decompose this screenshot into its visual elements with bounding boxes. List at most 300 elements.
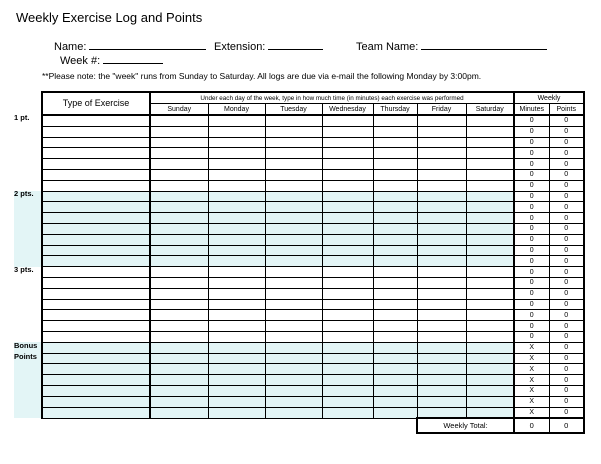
minutes-entry-cell[interactable] xyxy=(417,407,466,418)
weekly-points-cell: 0 xyxy=(549,331,584,342)
exercise-type-cell[interactable] xyxy=(42,375,150,386)
minutes-entry-cell[interactable] xyxy=(150,331,208,342)
minutes-entry-cell[interactable] xyxy=(208,180,265,191)
day-header-saturday: Saturday xyxy=(466,104,514,116)
weekly-minutes-cell: 0 xyxy=(514,299,549,310)
minutes-entry-cell[interactable] xyxy=(417,245,466,256)
minutes-entry-cell[interactable] xyxy=(208,277,265,288)
table-row xyxy=(42,267,584,278)
minutes-entry-cell[interactable] xyxy=(150,234,208,245)
table-row xyxy=(42,115,584,126)
minutes-entry-cell[interactable] xyxy=(322,331,373,342)
exercise-type-cell[interactable] xyxy=(42,331,150,342)
table-row xyxy=(42,321,584,332)
type-of-exercise-header: Type of Exercise xyxy=(42,92,150,115)
minutes-entry-cell[interactable] xyxy=(208,364,265,375)
instruction-header: Under each day of the week, type in how much time (in minutes) each exercise was performed xyxy=(150,92,514,104)
exercise-type-cell[interactable] xyxy=(42,159,150,170)
weekly-points-cell: 0 xyxy=(549,180,584,191)
minutes-entry-cell[interactable] xyxy=(466,256,514,267)
minutes-entry-cell[interactable] xyxy=(322,223,373,234)
minutes-entry-cell[interactable] xyxy=(417,267,466,278)
minutes-entry-cell[interactable] xyxy=(150,375,208,386)
minutes-entry-cell[interactable] xyxy=(466,385,514,396)
table-row xyxy=(42,202,584,213)
minutes-entry-cell[interactable] xyxy=(208,375,265,386)
week-field[interactable] xyxy=(103,52,163,64)
minutes-entry-cell[interactable] xyxy=(150,310,208,321)
minutes-entry-cell[interactable] xyxy=(417,115,466,126)
weekly-minutes-cell: 0 xyxy=(514,202,549,213)
minutes-entry-cell[interactable] xyxy=(150,223,208,234)
minutes-entry-cell[interactable] xyxy=(322,385,373,396)
minutes-entry-cell[interactable] xyxy=(417,321,466,332)
minutes-entry-cell[interactable] xyxy=(265,396,322,407)
minutes-entry-cell[interactable] xyxy=(208,288,265,299)
minutes-entry-cell[interactable] xyxy=(265,342,322,353)
minutes-entry-cell[interactable] xyxy=(150,115,208,126)
minutes-entry-cell[interactable] xyxy=(417,137,466,148)
minutes-entry-cell[interactable] xyxy=(373,310,417,321)
minutes-entry-cell[interactable] xyxy=(417,169,466,180)
minutes-entry-cell[interactable] xyxy=(265,148,322,159)
exercise-type-cell[interactable] xyxy=(42,310,150,321)
minutes-entry-cell[interactable] xyxy=(208,213,265,224)
minutes-entry-cell[interactable] xyxy=(150,159,208,170)
minutes-entry-cell[interactable] xyxy=(265,385,322,396)
minutes-entry-cell[interactable] xyxy=(150,148,208,159)
table-row xyxy=(42,288,584,299)
extension-field[interactable] xyxy=(268,38,323,50)
minutes-entry-cell[interactable] xyxy=(373,245,417,256)
weekly-total-label: Weekly Total: xyxy=(417,418,514,433)
minutes-entry-cell[interactable] xyxy=(208,299,265,310)
minutes-entry-cell[interactable] xyxy=(322,375,373,386)
minutes-entry-cell[interactable] xyxy=(208,407,265,418)
minutes-entry-cell[interactable] xyxy=(417,191,466,202)
minutes-entry-cell[interactable] xyxy=(265,267,322,278)
minutes-entry-cell[interactable] xyxy=(208,396,265,407)
minutes-entry-cell[interactable] xyxy=(466,342,514,353)
minutes-entry-cell[interactable] xyxy=(208,137,265,148)
minutes-entry-cell[interactable] xyxy=(322,191,373,202)
minutes-entry-cell[interactable] xyxy=(208,245,265,256)
minutes-entry-cell[interactable] xyxy=(466,213,514,224)
minutes-entry-cell[interactable] xyxy=(265,288,322,299)
weekly-points-cell: 0 xyxy=(549,396,584,407)
table-row xyxy=(42,310,584,321)
minutes-entry-cell[interactable] xyxy=(265,126,322,137)
minutes-entry-cell[interactable] xyxy=(208,234,265,245)
minutes-entry-cell[interactable] xyxy=(466,115,514,126)
table-row xyxy=(42,331,584,342)
minutes-entry-cell[interactable] xyxy=(373,115,417,126)
minutes-entry-cell[interactable] xyxy=(265,256,322,267)
minutes-entry-cell[interactable] xyxy=(466,267,514,278)
minutes-entry-cell[interactable] xyxy=(417,299,466,310)
minutes-entry-cell[interactable] xyxy=(322,256,373,267)
week-label: Week #: xyxy=(60,55,101,67)
weekly-minutes-cell: X xyxy=(514,353,549,364)
table-row xyxy=(42,385,584,396)
minutes-entry-cell[interactable] xyxy=(265,299,322,310)
minutes-entry-cell[interactable] xyxy=(265,375,322,386)
minutes-entry-cell[interactable] xyxy=(208,385,265,396)
minutes-entry-cell[interactable] xyxy=(208,169,265,180)
weekly-minutes-cell: 0 xyxy=(514,213,549,224)
weekly-total-points: 0 xyxy=(549,418,584,433)
minutes-entry-cell[interactable] xyxy=(373,137,417,148)
minutes-entry-cell[interactable] xyxy=(373,256,417,267)
minutes-entry-cell[interactable] xyxy=(208,310,265,321)
table-row xyxy=(42,180,584,191)
minutes-entry-cell[interactable] xyxy=(373,299,417,310)
minutes-entry-cell[interactable] xyxy=(150,277,208,288)
minutes-entry-cell[interactable] xyxy=(150,288,208,299)
minutes-entry-cell[interactable] xyxy=(322,364,373,375)
minutes-entry-cell[interactable] xyxy=(417,396,466,407)
extension-label: Extension: xyxy=(214,41,266,53)
minutes-entry-cell[interactable] xyxy=(150,256,208,267)
exercise-type-cell[interactable] xyxy=(42,115,150,126)
weekly-minutes-cell: 0 xyxy=(514,148,549,159)
minutes-entry-cell[interactable] xyxy=(373,159,417,170)
minutes-entry-cell[interactable] xyxy=(466,299,514,310)
weekly-minutes-cell: X xyxy=(514,342,549,353)
minutes-entry-cell[interactable] xyxy=(265,115,322,126)
minutes-entry-cell[interactable] xyxy=(150,169,208,180)
minutes-entry-cell[interactable] xyxy=(322,159,373,170)
minutes-entry-cell[interactable] xyxy=(417,234,466,245)
weekly-points-cell: 0 xyxy=(549,159,584,170)
minutes-entry-cell[interactable] xyxy=(265,137,322,148)
table-row xyxy=(42,353,584,364)
weekly-minutes-cell: 0 xyxy=(514,126,549,137)
exercise-type-cell[interactable] xyxy=(42,126,150,137)
minutes-entry-cell[interactable] xyxy=(417,385,466,396)
exercise-type-cell[interactable] xyxy=(42,180,150,191)
section-label-line: Points xyxy=(14,352,37,362)
minutes-entry-cell[interactable] xyxy=(265,234,322,245)
exercise-type-cell[interactable] xyxy=(42,277,150,288)
table-row xyxy=(42,234,584,245)
minutes-entry-cell[interactable] xyxy=(466,277,514,288)
section-label: 3 pts. xyxy=(14,264,34,274)
exercise-type-cell[interactable] xyxy=(42,245,150,256)
exercise-type-cell[interactable] xyxy=(42,223,150,234)
minutes-entry-cell[interactable] xyxy=(373,180,417,191)
minutes-entry-cell[interactable] xyxy=(265,331,322,342)
minutes-entry-cell[interactable] xyxy=(150,202,208,213)
minutes-entry-cell[interactable] xyxy=(322,267,373,278)
exercise-type-cell[interactable] xyxy=(42,407,150,418)
minutes-entry-cell[interactable] xyxy=(373,385,417,396)
minutes-entry-cell[interactable] xyxy=(373,234,417,245)
minutes-entry-cell[interactable] xyxy=(466,191,514,202)
table-row xyxy=(42,299,584,310)
minutes-entry-cell[interactable] xyxy=(322,396,373,407)
minutes-entry-cell[interactable] xyxy=(265,180,322,191)
table-row xyxy=(42,364,584,375)
minutes-entry-cell[interactable] xyxy=(417,288,466,299)
weekly-minutes-cell: 0 xyxy=(514,310,549,321)
exercise-log-table xyxy=(41,91,585,434)
exercise-type-cell[interactable] xyxy=(42,234,150,245)
weekly-minutes-cell: 0 xyxy=(514,267,549,278)
exercise-type-cell[interactable] xyxy=(42,396,150,407)
minutes-header: Minutes xyxy=(514,104,549,116)
minutes-entry-cell[interactable] xyxy=(417,180,466,191)
minutes-entry-cell[interactable] xyxy=(208,202,265,213)
minutes-entry-cell[interactable] xyxy=(466,375,514,386)
table-row xyxy=(42,191,584,202)
minutes-entry-cell[interactable] xyxy=(322,321,373,332)
exercise-type-cell[interactable] xyxy=(42,299,150,310)
minutes-entry-cell[interactable] xyxy=(208,256,265,267)
minutes-entry-cell[interactable] xyxy=(466,288,514,299)
minutes-entry-cell[interactable] xyxy=(373,353,417,364)
minutes-entry-cell[interactable] xyxy=(466,126,514,137)
minutes-entry-cell[interactable] xyxy=(466,180,514,191)
exercise-type-cell[interactable] xyxy=(42,137,150,148)
minutes-entry-cell[interactable] xyxy=(417,342,466,353)
minutes-entry-cell[interactable] xyxy=(265,202,322,213)
minutes-entry-cell[interactable] xyxy=(373,407,417,418)
weekly-points-cell: 0 xyxy=(549,288,584,299)
exercise-type-cell[interactable] xyxy=(42,385,150,396)
minutes-entry-cell[interactable] xyxy=(150,385,208,396)
exercise-type-cell[interactable] xyxy=(42,169,150,180)
weekly-minutes-cell: X xyxy=(514,385,549,396)
minutes-entry-cell[interactable] xyxy=(150,180,208,191)
weekly-minutes-cell: 0 xyxy=(514,223,549,234)
weekly-minutes-cell: 0 xyxy=(514,169,549,180)
minutes-entry-cell[interactable] xyxy=(208,321,265,332)
minutes-entry-cell[interactable] xyxy=(208,223,265,234)
page-title: Weekly Exercise Log and Points xyxy=(16,10,203,25)
minutes-entry-cell[interactable] xyxy=(150,342,208,353)
minutes-entry-cell[interactable] xyxy=(373,342,417,353)
minutes-entry-cell[interactable] xyxy=(322,342,373,353)
weekly-minutes-cell: X xyxy=(514,364,549,375)
minutes-entry-cell[interactable] xyxy=(265,159,322,170)
weekly-points-cell: 0 xyxy=(549,148,584,159)
exercise-type-cell[interactable] xyxy=(42,191,150,202)
table-row xyxy=(42,407,584,418)
minutes-entry-cell[interactable] xyxy=(322,169,373,180)
minutes-entry-cell[interactable] xyxy=(150,364,208,375)
minutes-entry-cell[interactable] xyxy=(466,148,514,159)
minutes-entry-cell[interactable] xyxy=(466,310,514,321)
minutes-entry-cell[interactable] xyxy=(466,364,514,375)
minutes-entry-cell[interactable] xyxy=(417,256,466,267)
minutes-entry-cell[interactable] xyxy=(417,223,466,234)
minutes-entry-cell[interactable] xyxy=(208,159,265,170)
minutes-entry-cell[interactable] xyxy=(466,396,514,407)
minutes-entry-cell[interactable] xyxy=(373,169,417,180)
minutes-entry-cell[interactable] xyxy=(150,245,208,256)
exercise-type-cell[interactable] xyxy=(42,321,150,332)
minutes-entry-cell[interactable] xyxy=(373,331,417,342)
minutes-entry-cell[interactable] xyxy=(373,396,417,407)
day-header-friday: Friday xyxy=(417,104,466,116)
weekly-points-cell: 0 xyxy=(549,375,584,386)
team-field[interactable] xyxy=(421,38,547,50)
minutes-entry-cell[interactable] xyxy=(417,159,466,170)
minutes-entry-cell[interactable] xyxy=(208,267,265,278)
weekly-minutes-cell: 0 xyxy=(514,245,549,256)
minutes-entry-cell[interactable] xyxy=(265,169,322,180)
section-tint-band xyxy=(14,191,41,267)
weekly-points-cell: 0 xyxy=(549,385,584,396)
weekly-minutes-cell: 0 xyxy=(514,321,549,332)
minutes-entry-cell[interactable] xyxy=(150,321,208,332)
minutes-entry-cell[interactable] xyxy=(150,396,208,407)
minutes-entry-cell[interactable] xyxy=(322,202,373,213)
minutes-entry-cell[interactable] xyxy=(265,310,322,321)
minutes-entry-cell[interactable] xyxy=(466,159,514,170)
minutes-entry-cell[interactable] xyxy=(208,126,265,137)
minutes-entry-cell[interactable] xyxy=(150,353,208,364)
minutes-entry-cell[interactable] xyxy=(373,191,417,202)
weekly-minutes-cell: 0 xyxy=(514,180,549,191)
minutes-entry-cell[interactable] xyxy=(373,148,417,159)
minutes-entry-cell[interactable] xyxy=(322,148,373,159)
minutes-entry-cell[interactable] xyxy=(150,126,208,137)
minutes-entry-cell[interactable] xyxy=(417,375,466,386)
exercise-type-cell[interactable] xyxy=(42,148,150,159)
table-row xyxy=(42,137,584,148)
minutes-entry-cell[interactable] xyxy=(322,245,373,256)
minutes-entry-cell[interactable] xyxy=(208,115,265,126)
minutes-entry-cell[interactable] xyxy=(466,331,514,342)
minutes-entry-cell[interactable] xyxy=(417,331,466,342)
minutes-entry-cell[interactable] xyxy=(150,267,208,278)
minutes-entry-cell[interactable] xyxy=(373,375,417,386)
weekly-total-row xyxy=(42,418,584,433)
minutes-entry-cell[interactable] xyxy=(322,310,373,321)
minutes-entry-cell[interactable] xyxy=(373,267,417,278)
weekly-minutes-cell: 0 xyxy=(514,288,549,299)
exercise-type-cell[interactable] xyxy=(42,256,150,267)
weekly-total-minutes: 0 xyxy=(514,418,549,433)
minutes-entry-cell[interactable] xyxy=(322,213,373,224)
minutes-entry-cell[interactable] xyxy=(466,353,514,364)
minutes-entry-cell[interactable] xyxy=(265,191,322,202)
minutes-entry-cell[interactable] xyxy=(466,202,514,213)
minutes-entry-cell[interactable] xyxy=(150,213,208,224)
minutes-entry-cell[interactable] xyxy=(373,364,417,375)
minutes-entry-cell[interactable] xyxy=(208,353,265,364)
minutes-entry-cell[interactable] xyxy=(265,353,322,364)
minutes-entry-cell[interactable] xyxy=(322,353,373,364)
minutes-entry-cell[interactable] xyxy=(466,223,514,234)
exercise-type-cell[interactable] xyxy=(42,364,150,375)
minutes-entry-cell[interactable] xyxy=(417,310,466,321)
minutes-entry-cell[interactable] xyxy=(265,321,322,332)
minutes-entry-cell[interactable] xyxy=(150,137,208,148)
minutes-entry-cell[interactable] xyxy=(466,407,514,418)
section-label xyxy=(14,340,37,362)
minutes-entry-cell[interactable] xyxy=(265,407,322,418)
minutes-entry-cell[interactable] xyxy=(322,277,373,288)
minutes-entry-cell[interactable] xyxy=(373,126,417,137)
minutes-entry-cell[interactable] xyxy=(417,353,466,364)
minutes-entry-cell[interactable] xyxy=(466,169,514,180)
exercise-type-cell[interactable] xyxy=(42,267,150,278)
minutes-entry-cell[interactable] xyxy=(417,126,466,137)
minutes-entry-cell[interactable] xyxy=(373,277,417,288)
weekly-points-cell: 0 xyxy=(549,115,584,126)
table-row xyxy=(42,159,584,170)
minutes-entry-cell[interactable] xyxy=(373,213,417,224)
minutes-entry-cell[interactable] xyxy=(150,299,208,310)
minutes-entry-cell[interactable] xyxy=(322,137,373,148)
weekly-points-cell: 0 xyxy=(549,169,584,180)
minutes-entry-cell[interactable] xyxy=(150,191,208,202)
minutes-entry-cell[interactable] xyxy=(265,223,322,234)
minutes-entry-cell[interactable] xyxy=(466,321,514,332)
exercise-type-cell[interactable] xyxy=(42,353,150,364)
minutes-entry-cell[interactable] xyxy=(466,137,514,148)
weekly-points-cell: 0 xyxy=(549,213,584,224)
minutes-entry-cell[interactable] xyxy=(373,202,417,213)
minutes-entry-cell[interactable] xyxy=(417,148,466,159)
week-field-row xyxy=(60,52,163,67)
exercise-type-cell[interactable] xyxy=(42,288,150,299)
minutes-entry-cell[interactable] xyxy=(322,126,373,137)
minutes-entry-cell[interactable] xyxy=(417,213,466,224)
minutes-entry-cell[interactable] xyxy=(322,288,373,299)
minutes-entry-cell[interactable] xyxy=(322,115,373,126)
minutes-entry-cell[interactable] xyxy=(265,364,322,375)
minutes-entry-cell[interactable] xyxy=(322,299,373,310)
exercise-type-cell[interactable] xyxy=(42,213,150,224)
exercise-type-cell[interactable] xyxy=(42,342,150,353)
minutes-entry-cell[interactable] xyxy=(208,342,265,353)
minutes-entry-cell[interactable] xyxy=(373,321,417,332)
minutes-entry-cell[interactable] xyxy=(466,234,514,245)
minutes-entry-cell[interactable] xyxy=(265,245,322,256)
weekly-minutes-cell: 0 xyxy=(514,191,549,202)
minutes-entry-cell[interactable] xyxy=(417,364,466,375)
minutes-entry-cell[interactable] xyxy=(417,202,466,213)
minutes-entry-cell[interactable] xyxy=(417,277,466,288)
minutes-entry-cell[interactable] xyxy=(208,148,265,159)
minutes-entry-cell[interactable] xyxy=(265,277,322,288)
minutes-entry-cell[interactable] xyxy=(208,191,265,202)
minutes-entry-cell[interactable] xyxy=(373,288,417,299)
weekly-minutes-cell: 0 xyxy=(514,277,549,288)
minutes-entry-cell[interactable] xyxy=(322,407,373,418)
weekly-minutes-cell: 0 xyxy=(514,331,549,342)
minutes-entry-cell[interactable] xyxy=(322,180,373,191)
minutes-entry-cell[interactable] xyxy=(373,223,417,234)
minutes-entry-cell[interactable] xyxy=(150,407,208,418)
exercise-type-cell[interactable] xyxy=(42,202,150,213)
name-label: Name: xyxy=(54,41,87,53)
section-label-line: Bonus xyxy=(14,341,38,351)
minutes-entry-cell[interactable] xyxy=(322,234,373,245)
minutes-entry-cell[interactable] xyxy=(466,245,514,256)
table-row xyxy=(42,148,584,159)
weekly-points-cell: 0 xyxy=(549,299,584,310)
minutes-entry-cell[interactable] xyxy=(208,331,265,342)
weekly-points-cell: 0 xyxy=(549,321,584,332)
name-field[interactable] xyxy=(89,38,206,50)
minutes-entry-cell[interactable] xyxy=(265,213,322,224)
weekly-points-cell: 0 xyxy=(549,277,584,288)
